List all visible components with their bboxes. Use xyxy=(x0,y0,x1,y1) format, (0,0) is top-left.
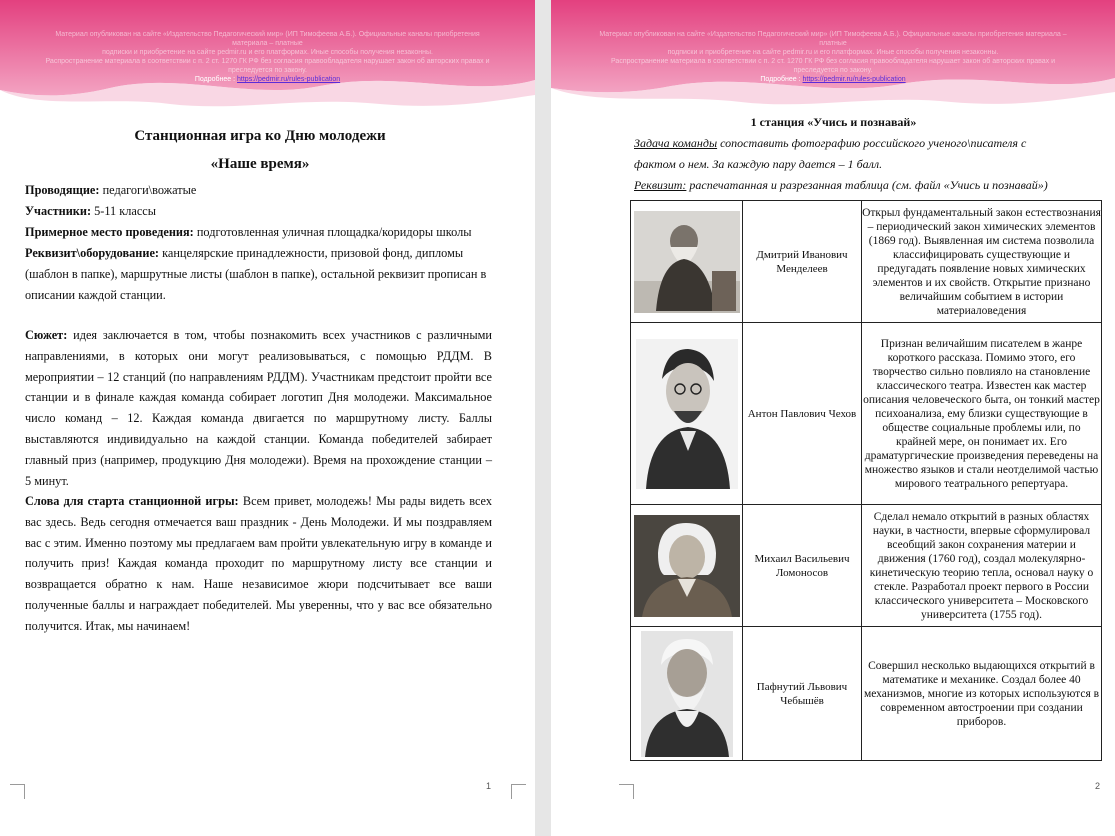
props-value: описании каждой станции. xyxy=(25,287,166,302)
task-paragraph xyxy=(634,133,1034,175)
photo-cell xyxy=(631,505,743,627)
task-text: сопоставить фотографию российского ученого\писателя с фактом о нем. За каждую пару дается – 1 балл. xyxy=(634,136,1027,171)
watermark-line: Распространение материала в соответствии с п. 2 ст. 1270 ГК РФ без согласия правообладателя нарушает закон об авторских правах и xyxy=(611,58,1055,65)
photo-cell xyxy=(631,201,743,323)
watermark-line: преследуется по закону. xyxy=(228,67,307,74)
watermark-line: Распространение материала в соответствии с п. 2 ст. 1270 ГК РФ без согласия правообладателя нарушает закон об авторских правах и xyxy=(45,58,490,65)
hosts-label: Проводящие: xyxy=(25,183,100,197)
portrait-photo-chebyshev xyxy=(641,631,733,757)
watermark-line: подписки и приобретение на сайте pedmir.ru и его платформах. Иные способы получения незаконны. xyxy=(667,49,999,56)
table-row xyxy=(631,323,1102,505)
page-corner-mark xyxy=(10,784,25,799)
scientists-table xyxy=(630,200,1102,761)
table-row xyxy=(631,505,1102,627)
document-page-1 xyxy=(0,0,535,836)
fact-cell: Признан величайшим писателем в жанре короткого рассказа. Помимо этого, его творчество сильно повлияло на становление классического театра. Известен как мастер описания человеческого быта, он тонкий мастер психоанализа, ему близки существующие в обществе социальные проблемы или, по крайней мере, он понимает их. Его драматургические произведения переведены на множество языков и стали неотделимой частью мирового театрального репертуара. xyxy=(862,323,1102,505)
portrait-photo-mendeleev xyxy=(634,211,740,313)
document-subtitle: «Наше время» xyxy=(210,156,310,172)
portrait-photo-chekhov xyxy=(636,339,738,489)
name-cell: Михаил Васильевич Ломоносов xyxy=(743,505,862,627)
document-title: Станционная игра ко Дню молодежи xyxy=(134,128,386,144)
copyright-watermark xyxy=(40,30,495,84)
watermark-line: Материал опубликован на сайте «Издательство Педагогический мир» (ИП Тимофеева А.Б.). Официальные каналы приобретения материала – платные xyxy=(599,31,1067,47)
fact-cell: Совершил несколько выдающихся открытий в математике и механике. Создал более 40 механизмов, многие из которых используются в современном автостроении при создании приборов. xyxy=(862,627,1102,761)
page-corner-mark xyxy=(511,784,526,799)
name-cell: Дмитрий Иванович Менделеев xyxy=(743,201,862,323)
props-text: распечатанная и разрезанная таблица (см. файл «Учись и познавай») xyxy=(686,178,1048,192)
page-number: 2 xyxy=(1095,781,1101,791)
page-corner-mark xyxy=(619,784,634,799)
hosts-line xyxy=(25,180,492,201)
props-paragraph xyxy=(25,243,492,305)
station-title: 1 станция «Учись и познавай» xyxy=(750,115,917,129)
portrait-photo-lomonosov xyxy=(634,515,740,617)
fact-cell: Сделал немало открытий в разных областях науки, в частности, впервые сформулировал всеобщий закон сохранения материи и движения (1760 год), создал молекулярно-кинетическую теорию тепла, основал науку о стекле. Разработал проект первого в России классического университета – Московского университета (1755 год). xyxy=(862,505,1102,627)
props-label: Реквизит\оборудование: xyxy=(25,246,160,260)
watermark-more-label: Подробнее : xyxy=(760,76,801,83)
start-words-paragraph xyxy=(25,491,492,637)
watermark-line: Материал опубликован на сайте «Издательство Педагогический мир» (ИП Тимофеева А.Б.). Официальные каналы приобретения материала – платные xyxy=(55,31,480,47)
props-label: Реквизит: xyxy=(634,178,687,192)
table-row xyxy=(631,201,1102,323)
name-cell: Антон Павлович Чехов xyxy=(743,323,862,505)
watermark-link[interactable]: https://pedmir.ru/rules-publication xyxy=(802,76,906,83)
plot-text: идея заключается в том, чтобы познакомить всех участников с различными направлениями, в которых они могут реализовываться, с помощью РДДМ. В мероприятии – 12 станций (по направлениям РДДМ). Участникам предстоит пройти все станции и в финале каждая команда собирает логотип Дня молодежи. Максимальное число команд – 12. Каждая команда двигается по маршрутному листу. Баллы выставляются индивидуально на каждой станции. Команда победителей забирает главный приз (например, продукцию Дня молодежи). Время на прохождение станции – 5 минут. xyxy=(25,328,492,488)
props-line xyxy=(634,175,1104,196)
watermark-line: преследуется по закону. xyxy=(793,67,873,74)
props-value: канцелярские принадлежности, призовой фонд, дипломы xyxy=(159,246,464,260)
plot-label: Сюжет: xyxy=(25,328,68,342)
participants-value: 5-11 классы xyxy=(91,204,157,218)
fact-cell: Открыл фундаментальный закон естествознания – периодический закон химических элементов (1869 год). Выявленная им система позволила классифицировать существующие и предугадать появление новых химических элементов и их свойств. Открытие признано величайшим событием в истории материаловедения xyxy=(862,201,1102,323)
hosts-value: педагоги\вожатые xyxy=(99,183,197,197)
start-words-text: Всем привет, молодежь! Мы рады видеть всех вас здесь. Ведь сегодня отмечается ваш праздник - День Молодежи. И мы поздравляем вас с этим. Именно поэтому мы предлагаем вам пройти увлекательную игру в команде и получить приз! Каждая команда проходит по маршрутному листу все станции и возвращается обратно к нам. Наше независимое жюри подсчитывает все ваши полученные баллы и награждает победителей. Мы уверенны, что у вас все обязательно получится. Итак, мы начинаем! xyxy=(25,494,492,633)
watermark-more-label: Подробнее : xyxy=(194,76,236,83)
watermark-link[interactable]: https://pedmir.ru/rules-publication xyxy=(237,76,341,83)
place-line xyxy=(25,222,492,243)
start-words-label: Слова для старта станционной игры: xyxy=(25,494,239,508)
watermark-line: подписки и приобретение на сайте pedmir.ru и его платформах. Иные способы получения незаконны. xyxy=(102,49,433,56)
place-label: Примерное место проведения: xyxy=(25,225,194,239)
participants-line xyxy=(25,201,492,222)
place-value: подготовленная уличная площадка/коридоры школы xyxy=(193,225,472,239)
table-row xyxy=(631,627,1102,761)
props-value: (шаблон в папке), маршрутные листы (шаблон в папке), остальной реквизит прописан в xyxy=(25,266,487,281)
plot-paragraph xyxy=(25,325,492,491)
page-number: 1 xyxy=(486,781,492,791)
copyright-watermark xyxy=(591,30,1075,84)
photo-cell xyxy=(631,627,743,761)
document-page-2 xyxy=(551,0,1115,836)
name-cell: Пафнутий Львович Чебышёв xyxy=(743,627,862,761)
participants-label: Участники: xyxy=(25,204,92,218)
task-label: Задача команды xyxy=(634,136,718,150)
photo-cell xyxy=(631,323,743,505)
